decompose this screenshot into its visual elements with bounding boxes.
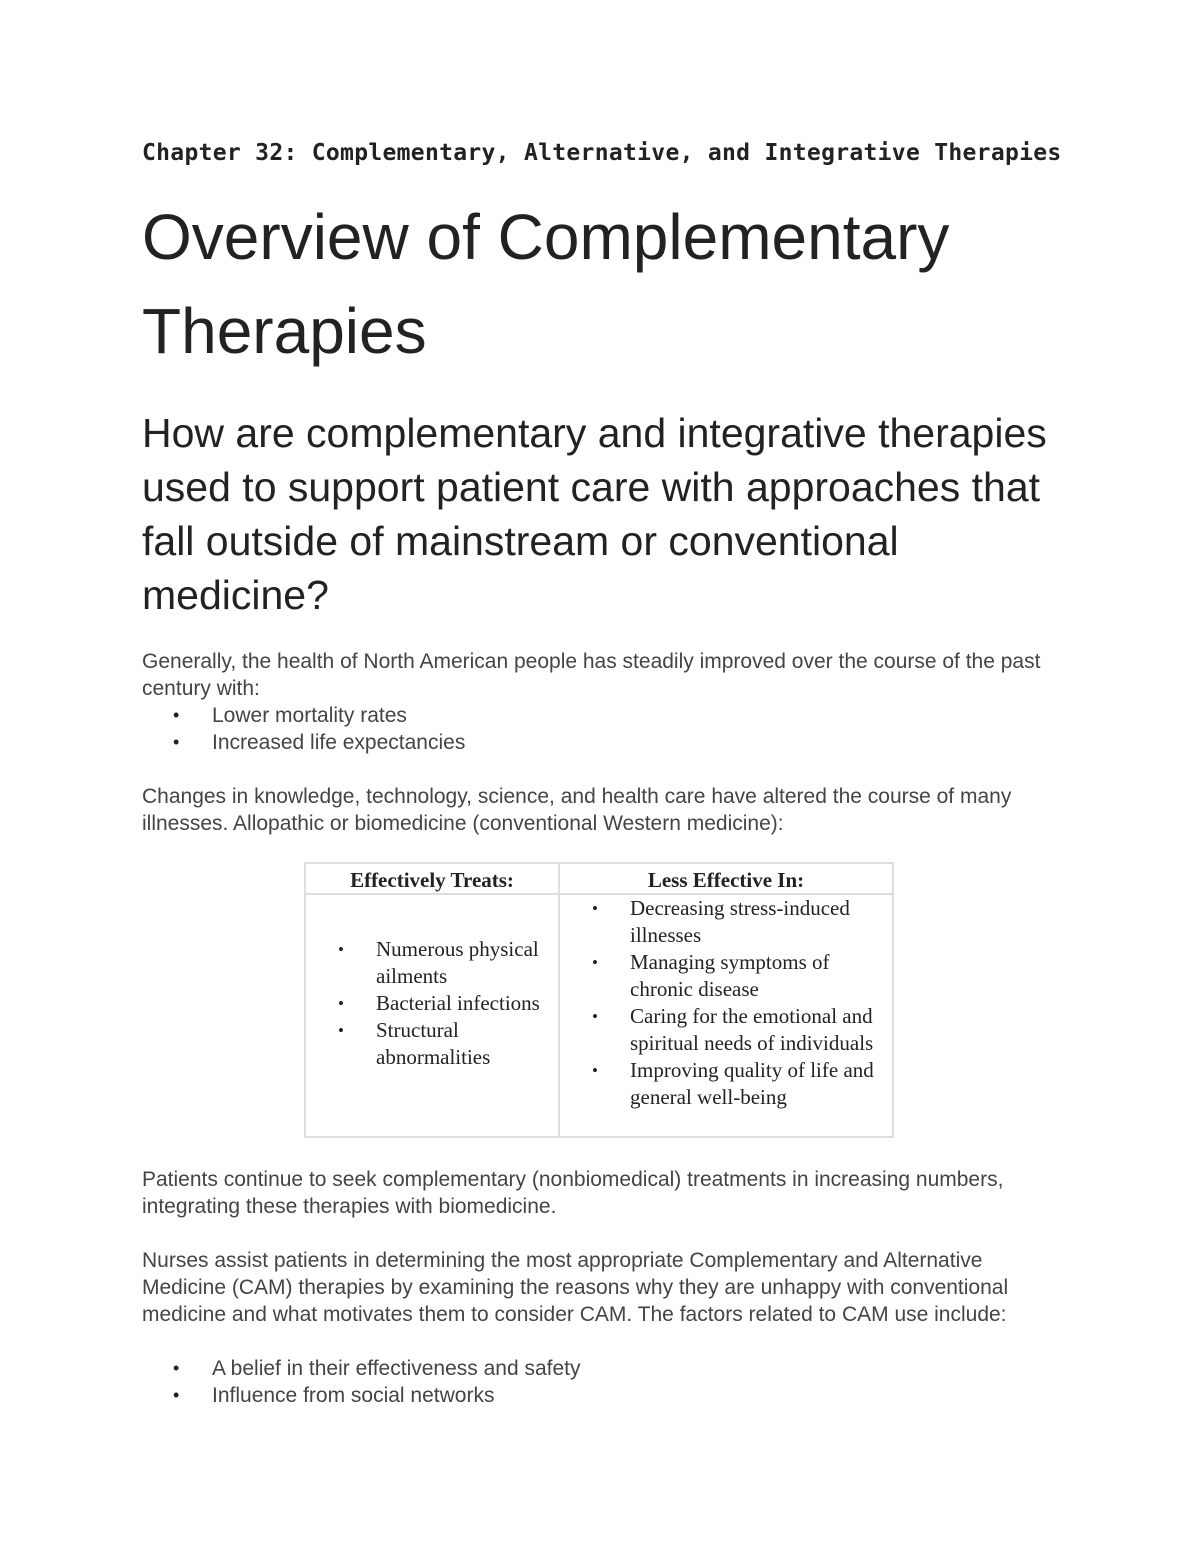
table-list-item: • Caring for the emotional and spiritual needs of individuals	[592, 1004, 874, 1055]
table-list-item: • Structural abnormalities	[338, 1018, 491, 1069]
patients-paragraph: Patients continue to seek complementary (nonbiomedical) treatments in increasing numbers, integrating these therapies with biomedicine.	[142, 1168, 1004, 1218]
bullet-icon: •	[592, 1061, 598, 1080]
table-header-less-effective: Less Effective In:	[647, 868, 805, 892]
list-item: • Increased life expectancies	[173, 731, 466, 754]
section-question-heading: How are complementary and integrative therapies used to support patient care with approaches that fall outside of mainstream or conventional medicine?	[142, 410, 1047, 618]
bullet-icon: •	[173, 705, 180, 725]
bullet-icon: •	[173, 732, 180, 752]
effectively-treats-list	[306, 936, 556, 1071]
bullet-icon: •	[592, 1007, 598, 1026]
table-list-item: • Managing symptoms of chronic disease	[592, 950, 830, 1001]
table-list-item: • Numerous physical ailments	[338, 937, 539, 988]
table-list-item: • Improving quality of life and general well-being	[592, 1058, 874, 1109]
bullet-icon: •	[338, 940, 344, 959]
bullet-icon: •	[592, 899, 598, 918]
bullet-icon: •	[173, 1358, 180, 1378]
intro-bullet-list	[142, 702, 465, 756]
list-item: • A belief in their effectiveness and safety	[173, 1357, 581, 1380]
effectiveness-table	[304, 862, 894, 1138]
table-list-item: • Bacterial infections	[338, 991, 540, 1015]
bullet-icon: •	[338, 994, 344, 1013]
table-header-effectively-treats: Effectively Treats:	[350, 868, 514, 892]
bullet-icon: •	[173, 1385, 180, 1405]
changes-paragraph: Changes in knowledge, technology, science, and health care have altered the course of many illnesses. Allopathic or biomedicine (conventional Western medicine):	[142, 785, 1012, 835]
nurses-paragraph: Nurses assist patients in determining the most appropriate Complementary and Alternative Medicine (CAM) therapies by examining the reasons why they are unhappy with conventional medicine and what motivates them to consider CAM. The factors related to CAM use include:	[142, 1249, 1009, 1326]
bullet-icon: •	[338, 1021, 344, 1040]
intro-paragraph: Generally, the health of North American people has steadily improved over the course of the past century with:	[142, 650, 1041, 700]
chapter-heading: Chapter 32: Complementary, Alternative, and Integrative Therapies	[142, 140, 1062, 166]
page-title: Overview of Complementary Therapies	[142, 201, 950, 367]
list-item: • Influence from social networks	[173, 1384, 495, 1407]
bullet-icon: •	[592, 953, 598, 972]
list-item: • Lower mortality rates	[173, 704, 407, 727]
cam-factors-list	[142, 1355, 581, 1409]
table-list-item: • Decreasing stress-induced illnesses	[592, 896, 850, 947]
less-effective-list	[560, 895, 894, 1111]
